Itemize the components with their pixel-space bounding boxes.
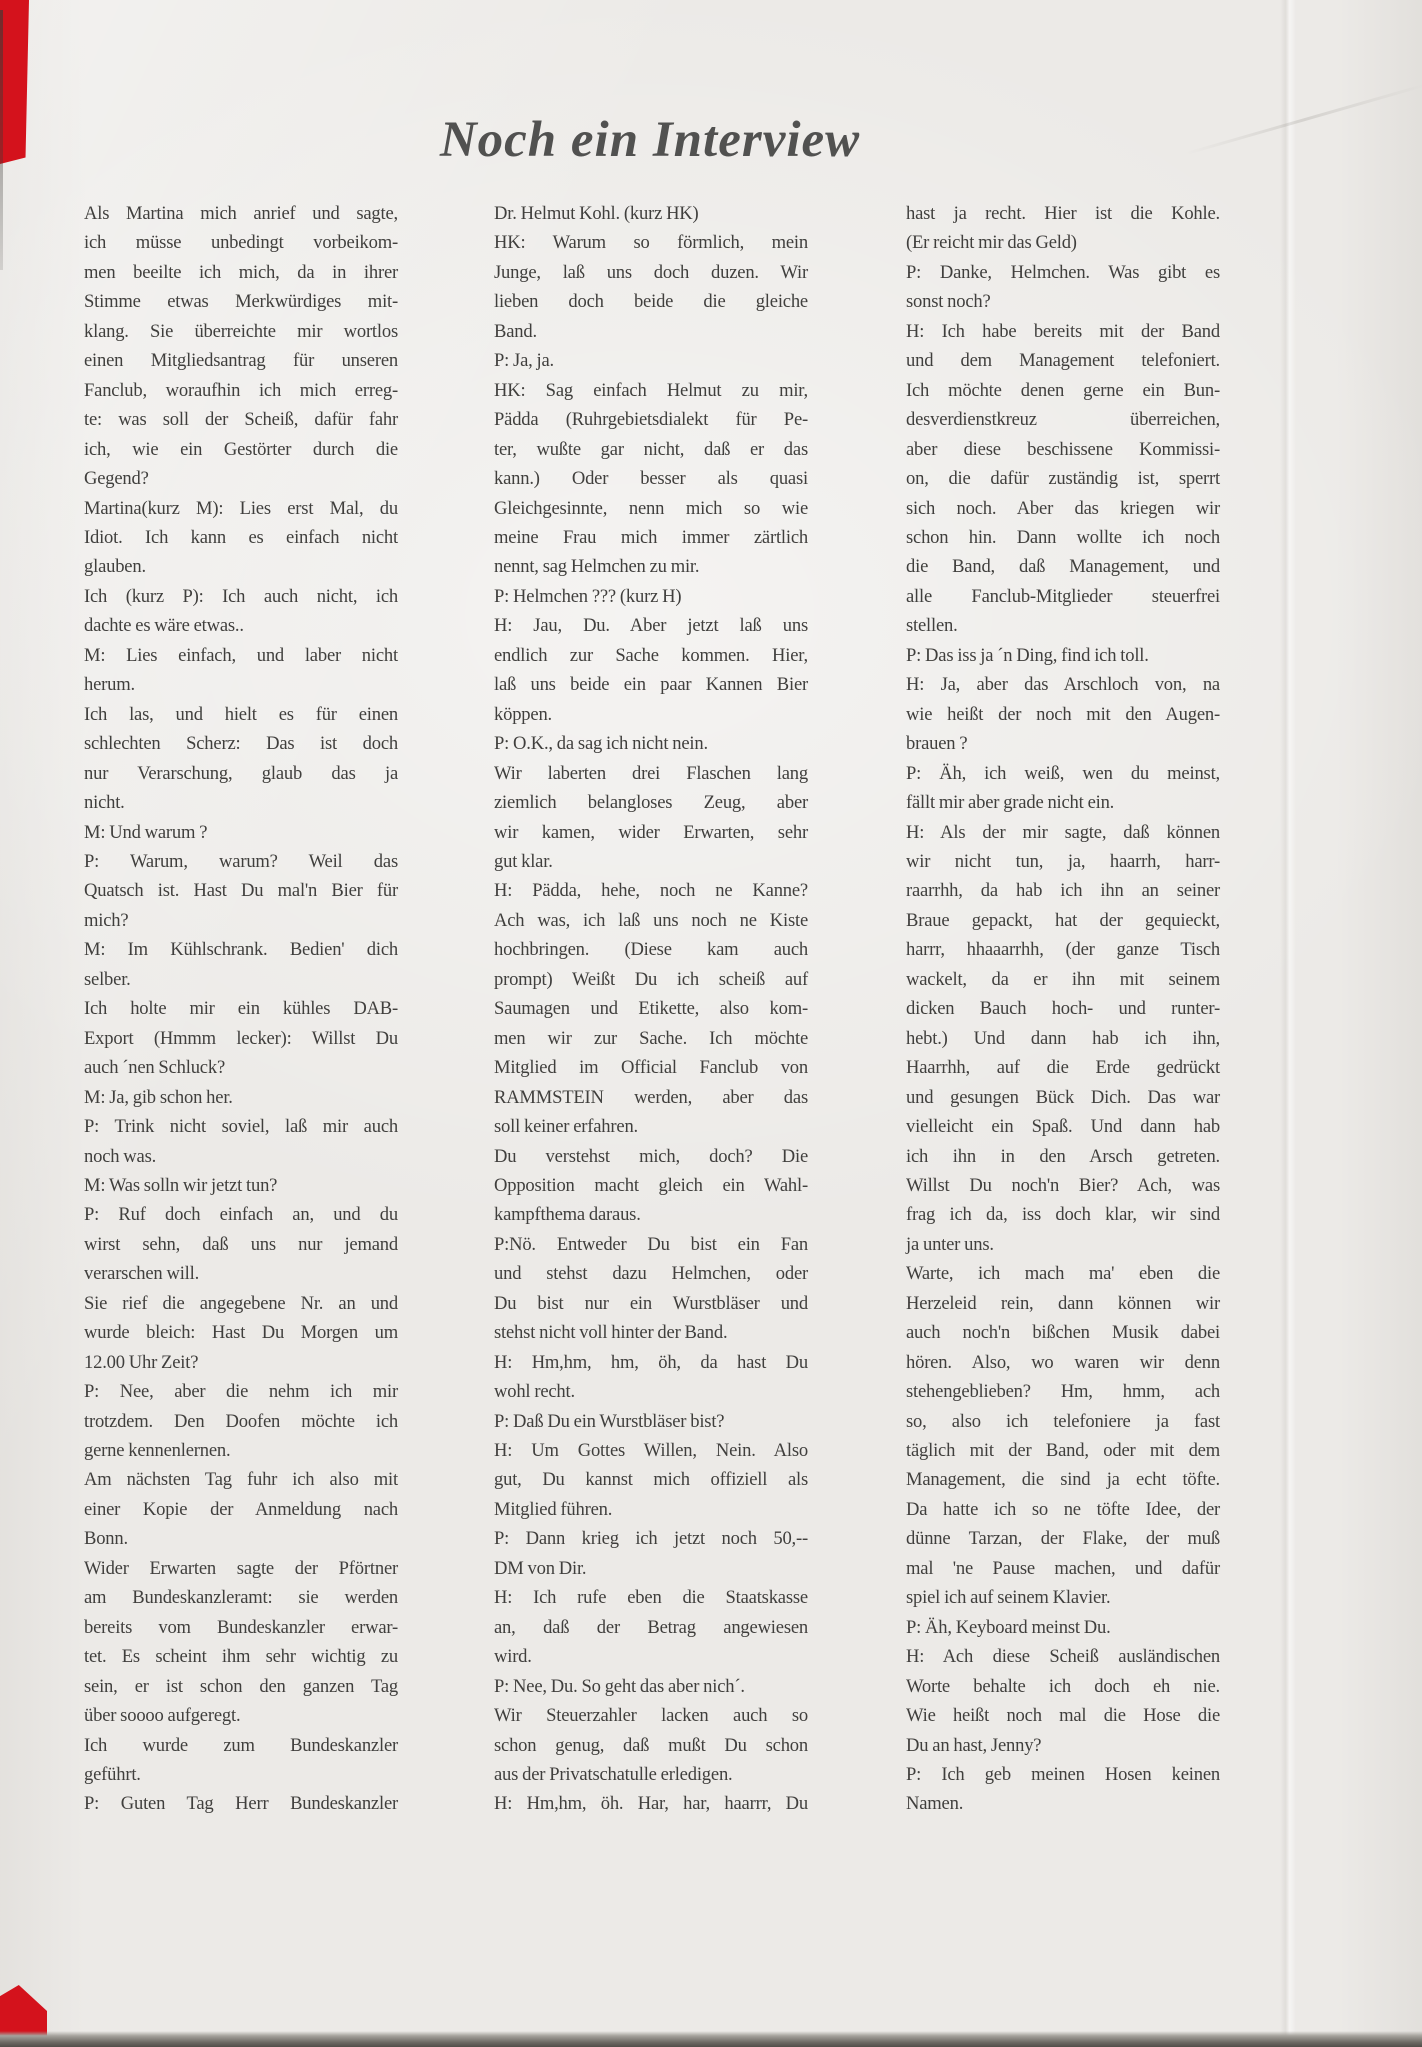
text-line: wohl recht.: [494, 1381, 575, 1403]
text-line: gut klar.: [494, 850, 553, 872]
text-line: Pädda (Ruhrgebietsdialekt für Pe-: [494, 409, 808, 431]
text-line: gerne kennenlernen.: [84, 1440, 231, 1462]
text-line: P: Helmchen ??? (kurz H): [494, 585, 682, 607]
text-column-3: [906, 199, 1220, 1819]
text-line: schon genug, daß mußt Du schon: [494, 1734, 808, 1756]
text-line: Haarrhh, auf die Erde gedrückt: [906, 1057, 1220, 1079]
text-line: Worte behalte ich doch eh nie.: [906, 1675, 1220, 1697]
text-line: prompt) Weißt Du ich scheiß auf: [494, 968, 808, 990]
text-line: Herzeleid rein, dann können wir: [906, 1292, 1220, 1314]
text-line: P: Trink nicht soviel, laß mir auch: [84, 1116, 398, 1138]
text-line: stehengeblieben? Hm, hmm, ach: [906, 1381, 1220, 1403]
text-line: trotzdem. Den Doofen möchte ich: [84, 1410, 398, 1432]
text-line: wir nicht tun, ja, haarrh, harr-: [906, 850, 1220, 872]
text-line: aber diese beschissene Kommissi-: [906, 438, 1220, 460]
text-line: H: Ach diese Scheiß ausländischen: [906, 1646, 1220, 1668]
text-line: vielleicht ein Spaß. Und dann hab: [906, 1116, 1220, 1138]
text-line: geführt.: [84, 1764, 141, 1786]
text-line: te: was soll der Scheiß, dafür fahr: [84, 409, 398, 431]
paper-crease-vertical: [1280, 0, 1296, 2047]
text-line: ich ihn in den Arsch getreten.: [906, 1145, 1220, 1167]
text-line: nur Verarschung, glaub das ja: [84, 762, 398, 784]
text-line: P: Ruf doch einfach an, und du: [84, 1204, 398, 1226]
text-line: H: Ich rufe eben die Staatskasse: [494, 1587, 808, 1609]
text-line: M: Und warum ?: [84, 821, 208, 843]
text-line: endlich zur Sache kommen. Hier,: [494, 644, 808, 666]
text-line: wir kamen, wider Erwarten, sehr: [494, 821, 808, 843]
text-line: gut, Du kannst mich offiziell als: [494, 1469, 808, 1491]
text-line: Du an hast, Jenny?: [906, 1734, 1042, 1756]
text-line: P: Warum, warum? Weil das: [84, 850, 398, 872]
text-line: Am nächsten Tag fuhr ich also mit: [84, 1469, 398, 1491]
text-line: on, die dafür zuständig ist, sperrt: [906, 468, 1220, 490]
text-line: P: Ich geb meinen Hosen keinen: [906, 1764, 1220, 1786]
text-line: HK: Warum so förmlich, mein: [494, 232, 808, 254]
text-line: Export (Hmmm lecker): Willst Du: [84, 1027, 398, 1049]
text-line: hast ja recht. Hier ist die Kohle.: [906, 203, 1220, 224]
text-line: harrr, hhaaarrhh, (der ganze Tisch: [906, 939, 1220, 961]
text-line: und dem Management telefoniert.: [906, 350, 1220, 372]
text-line: M: Im Kühlschrank. Bedien' dich: [84, 939, 398, 961]
text-line: P:Nö. Entweder Du bist ein Fan: [494, 1233, 808, 1255]
text-line: Opposition macht gleich ein Wahl-: [494, 1174, 808, 1196]
text-line: HK: Sag einfach Helmut zu mir,: [494, 379, 808, 401]
text-line: die Band, daß Management, und: [906, 556, 1220, 578]
text-line: P: Daß Du ein Wurstbläser bist?: [494, 1410, 725, 1432]
text-line: men wir zur Sache. Ich möchte: [494, 1027, 808, 1049]
text-line: Ich (kurz P): Ich auch nicht, ich: [84, 585, 398, 607]
text-line: P: Äh, ich weiß, wen du meinst,: [906, 762, 1220, 784]
text-line: Gleichgesinnte, nenn mich so wie: [494, 497, 808, 519]
text-line: (Er reicht mir das Geld): [906, 232, 1077, 254]
text-line: köppen.: [494, 703, 552, 725]
text-line: täglich mit der Band, oder mit dem: [906, 1440, 1220, 1462]
text-line: Dr. Helmut Kohl. (kurz HK): [494, 203, 699, 224]
text-line: tet. Es scheint ihm sehr wichtig zu: [84, 1646, 398, 1668]
text-column-2: [494, 199, 808, 1819]
text-line: dicken Bauch hoch- und runter-: [906, 998, 1220, 1020]
text-line: Quatsch ist. Hast Du mal'n Bier für: [84, 880, 398, 902]
text-line: H: Hm,hm, öh. Har, har, haarrr, Du: [494, 1793, 808, 1815]
text-line: H: Um Gottes Willen, Nein. Also: [494, 1440, 808, 1462]
text-line: H: Ja, aber das Arschloch von, na: [906, 674, 1220, 696]
text-line: bereits vom Bundeskanzler erwar-: [84, 1616, 398, 1638]
page-title: Noch ein Interview: [439, 112, 861, 169]
text-line: ziemlich belangloses Zeug, aber: [494, 792, 808, 814]
text-line: Warte, ich mach ma' eben die: [906, 1263, 1220, 1285]
text-line: Gegend?: [84, 468, 149, 490]
text-line: verarschen will.: [84, 1263, 200, 1285]
text-line: raarrhh, da hab ich ihn an seiner: [906, 880, 1220, 902]
text-line: nennt, sag Helmchen zu mir.: [494, 556, 700, 578]
text-line: einer Kopie der Anmeldung nach: [84, 1498, 398, 1520]
text-line: glauben.: [84, 556, 146, 578]
text-line: fällt mir aber grade nicht ein.: [906, 792, 1115, 814]
text-line: dünne Tarzan, der Flake, der muß: [906, 1528, 1220, 1550]
text-line: Martina(kurz M): Lies erst Mal, du: [84, 497, 398, 519]
text-line: M: Was solln wir jetzt tun?: [84, 1174, 278, 1196]
text-line: Willst Du noch'n Bier? Ach, was: [906, 1174, 1220, 1196]
text-line: H: Pädda, hehe, noch ne Kanne?: [494, 880, 808, 902]
text-line: auch ´nen Schluck?: [84, 1057, 225, 1079]
text-line: noch was.: [84, 1145, 157, 1167]
text-line: kann.) Oder besser als quasi: [494, 468, 808, 490]
scan-edge-bottom: [0, 2031, 1422, 2047]
text-line: Mitglied im Official Fanclub von: [494, 1057, 808, 1079]
text-line: P: O.K., da sag ich nicht nein.: [494, 733, 708, 755]
text-line: wackelt, da er ihn mit seinem: [906, 968, 1220, 990]
text-line: Wir Steuerzahler lacken auch so: [494, 1705, 808, 1727]
text-line: ich, wie ein Gestörter durch die: [84, 438, 398, 460]
text-line: Saumagen und Etikette, also kom-: [494, 998, 808, 1020]
text-line: über soooo aufgeregt.: [84, 1705, 241, 1727]
text-line: P: Das iss ja ´n Ding, find ich toll.: [906, 644, 1149, 666]
text-line: lieben doch beide die gleiche: [494, 291, 808, 313]
text-line: und stehst dazu Helmchen, oder: [494, 1263, 808, 1285]
text-line: hochbringen. (Diese kam auch: [494, 939, 808, 961]
text-line: DM von Dir.: [494, 1557, 587, 1579]
text-line: alle Fanclub-Mitglieder steuerfrei: [906, 585, 1220, 607]
text-line: wie heißt der noch mit den Augen-: [906, 703, 1220, 725]
text-line: selber.: [84, 968, 131, 990]
text-line: Sie rief die angegebene Nr. an und: [84, 1292, 398, 1314]
text-line: wird.: [494, 1646, 532, 1668]
text-line: kampfthema daraus.: [494, 1204, 641, 1226]
text-line: nicht.: [84, 792, 125, 814]
text-column-1: [84, 199, 398, 1819]
text-line: H: Ich habe bereits mit der Band: [906, 320, 1220, 342]
text-line: so, also ich telefoniere ja fast: [906, 1410, 1220, 1432]
text-line: mal 'ne Pause machen, und dafür: [906, 1557, 1220, 1579]
text-line: aus der Privatschatulle erledigen.: [494, 1764, 733, 1786]
text-line: mich?: [84, 909, 129, 931]
text-line: Fanclub, woraufhin ich mich erreg-: [84, 379, 398, 401]
text-line: 12.00 Uhr Zeit?: [84, 1351, 199, 1373]
text-line: hebt.) Und dann hab ich ihn,: [906, 1027, 1220, 1049]
text-line: hören. Also, wo waren wir denn: [906, 1351, 1220, 1373]
text-line: M: Ja, gib schon her.: [84, 1086, 233, 1108]
text-line: Ach was, ich laß uns noch ne Kiste: [494, 909, 808, 931]
text-line: am Bundeskanzleramt: sie werden: [84, 1587, 398, 1609]
text-line: klang. Sie überreichte mir wortlos: [84, 320, 398, 342]
text-line: Junge, laß uns doch duzen. Wir: [494, 261, 808, 283]
text-line: Du verstehst mich, doch? Die: [494, 1145, 808, 1167]
text-line: M: Lies einfach, und laber nicht: [84, 644, 398, 666]
text-line: Mitglied führen.: [494, 1498, 613, 1520]
text-line: Ich holte mir ein kühles DAB-: [84, 998, 398, 1020]
text-line: Management, die sind ja echt töfte.: [906, 1469, 1220, 1491]
text-line: P: Nee, aber die nehm ich mir: [84, 1381, 398, 1403]
text-line: desverdienstkreuz überreichen,: [906, 409, 1220, 431]
text-line: P: Guten Tag Herr Bundeskanzler: [84, 1793, 398, 1815]
text-line: wirst sehn, daß uns nur jemand: [84, 1233, 398, 1255]
text-line: Stimme etwas Merkwürdiges mit-: [84, 291, 398, 313]
text-line: Idiot. Ich kann es einfach nicht: [84, 526, 398, 548]
text-line: soll keiner erfahren.: [494, 1116, 638, 1138]
text-line: P: Dann krieg ich jetzt noch 50,--: [494, 1528, 808, 1550]
text-line: meine Frau mich immer zärtlich: [494, 526, 808, 548]
text-line: frag ich da, iss doch klar, wir sind: [906, 1204, 1220, 1226]
text-line: P: Ja, ja.: [494, 350, 555, 372]
text-line: Du bist nur ein Wurstbläser und: [494, 1292, 808, 1314]
text-line: Als Martina mich anrief und sagte,: [84, 203, 398, 224]
text-line: P: Äh, Keyboard meinst Du.: [906, 1616, 1111, 1638]
text-line: H: Als der mir sagte, daß können: [906, 821, 1220, 843]
text-line: stehst nicht voll hinter der Band.: [494, 1322, 728, 1344]
text-line: H: Hm,hm, hm, öh, da hast Du: [494, 1351, 808, 1373]
text-line: H: Jau, Du. Aber jetzt laß uns: [494, 615, 808, 637]
text-line: ter, wußte gar nicht, daß er das: [494, 438, 808, 460]
text-line: P: Danke, Helmchen. Was gibt es: [906, 261, 1220, 283]
text-line: Wider Erwarten sagte der Pförtner: [84, 1557, 398, 1579]
text-line: an, daß der Betrag angewiesen: [494, 1616, 808, 1638]
text-line: Wir laberten drei Flaschen lang: [494, 762, 808, 784]
text-line: ja unter uns.: [906, 1233, 994, 1255]
text-line: einen Mitgliedsantrag für unseren: [84, 350, 398, 372]
text-line: Ich möchte denen gerne ein Bun-: [906, 379, 1220, 401]
text-line: RAMMSTEIN werden, aber das: [494, 1086, 808, 1108]
text-line: sich noch. Aber das kriegen wir: [906, 497, 1220, 519]
text-line: Bonn.: [84, 1528, 128, 1550]
text-line: Braue gepackt, hat der gequieckt,: [906, 909, 1220, 931]
text-line: spiel ich auf seinem Klavier.: [906, 1587, 1111, 1609]
text-line: P: Nee, Du. So geht das aber nich´.: [494, 1675, 745, 1697]
text-line: und gesungen Bück Dich. Das war: [906, 1086, 1220, 1108]
text-line: Da hatte ich so ne töfte Idee, der: [906, 1498, 1220, 1520]
text-line: Band.: [494, 320, 537, 342]
text-line: ich müsse unbedingt vorbeikom-: [84, 232, 398, 254]
text-line: schlechten Scherz: Das ist doch: [84, 733, 398, 755]
text-line: stellen.: [906, 615, 958, 637]
text-line: wurde bleich: Hast Du Morgen um: [84, 1322, 398, 1344]
text-line: Ich las, und hielt es für einen: [84, 703, 398, 725]
text-line: herum.: [84, 674, 135, 696]
text-line: auch noch'n bißchen Musik dabei: [906, 1322, 1220, 1344]
text-line: Namen.: [906, 1793, 964, 1815]
text-line: sein, er ist schon den ganzen Tag: [84, 1675, 398, 1697]
scan-edge-left: [0, 10, 3, 270]
text-line: schon hin. Dann wollte ich noch: [906, 526, 1220, 548]
text-line: brauen ?: [906, 733, 968, 755]
text-line: men beeilte ich mich, da in ihrer: [84, 261, 398, 283]
text-line: Wie heißt noch mal die Hose die: [906, 1705, 1220, 1727]
text-line: Ich wurde zum Bundeskanzler: [84, 1734, 398, 1756]
red-tape-mark-top-left: [0, 0, 29, 164]
text-line: dachte es wäre etwas..: [84, 615, 244, 637]
text-line: sonst noch?: [906, 291, 991, 313]
text-line: laß uns beide ein paar Kannen Bier: [494, 674, 808, 696]
